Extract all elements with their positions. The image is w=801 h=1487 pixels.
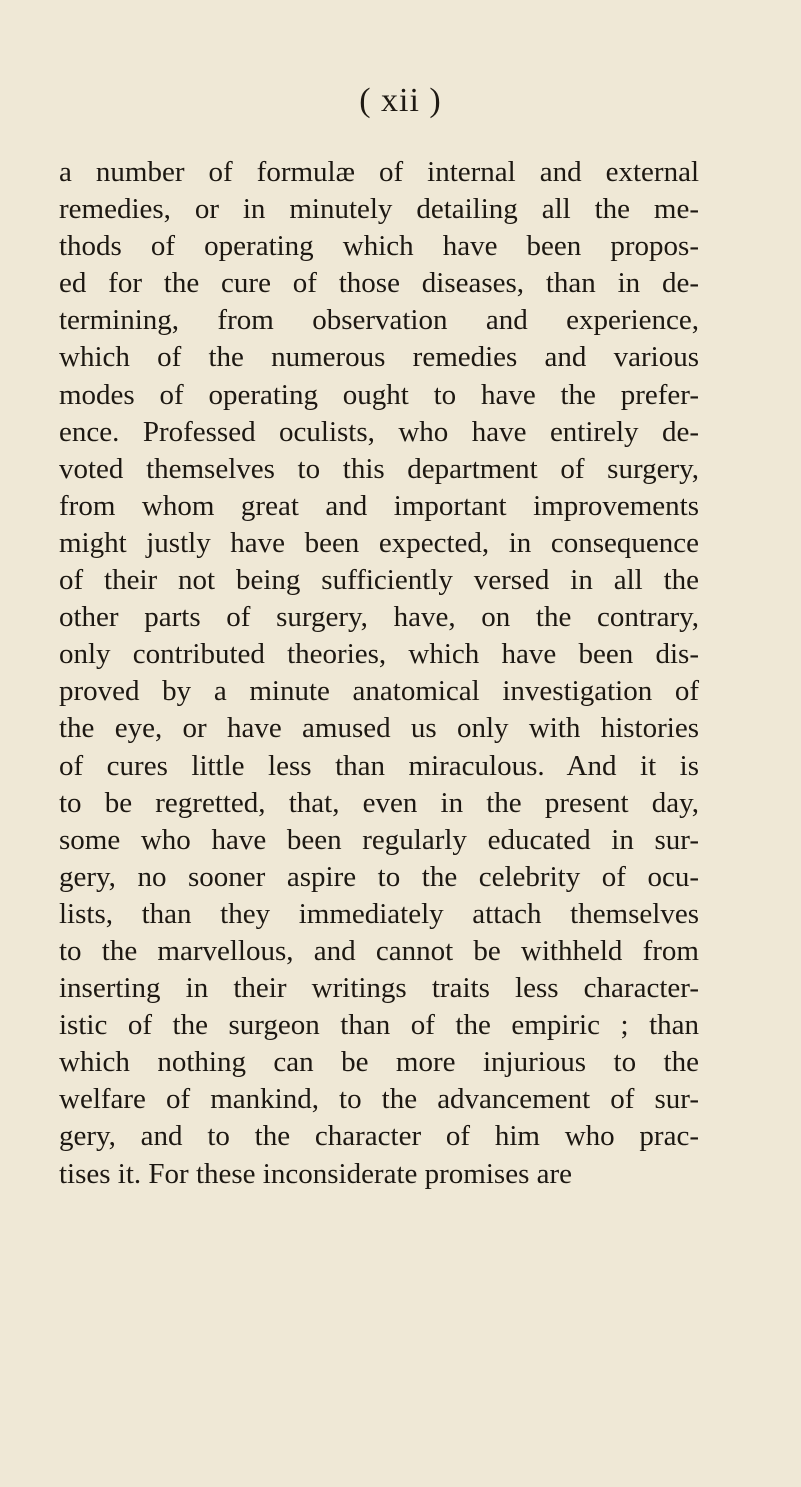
text-line: termining, from observation and experience, bbox=[59, 304, 699, 337]
text-line: from whom great and important improvements bbox=[59, 489, 699, 522]
text-line: modes of operating ought to have the prefer- bbox=[59, 378, 699, 411]
text-line: only contributed theories, which have been dis- bbox=[59, 638, 699, 671]
text-line: inserting in their writings traits less character- bbox=[59, 972, 699, 1005]
text-line: which nothing can be more injurious to the bbox=[59, 1046, 699, 1079]
text-line: gery, no sooner aspire to the celebrity of ocu- bbox=[59, 860, 699, 893]
text-line: thods of operating which have been propos- bbox=[59, 230, 699, 263]
text-line: istic of the surgeon than of the empiric ; than bbox=[59, 1009, 699, 1042]
page-number-header: ( xii ) bbox=[359, 82, 442, 119]
text-line: to the marvellous, and cannot be withheld from bbox=[59, 934, 699, 967]
text-line: voted themselves to this department of surgery, bbox=[59, 452, 699, 485]
text-line: the eye, or have amused us only with histories bbox=[59, 712, 699, 745]
body-text bbox=[59, 154, 699, 1193]
text-line: tises it. For these inconsiderate promises are bbox=[59, 1157, 573, 1190]
text-line: of their not being sufficiently versed in all the bbox=[59, 564, 699, 597]
text-line: some who have been regularly educated in sur- bbox=[59, 823, 699, 856]
text-line: welfare of mankind, to the advancement of sur- bbox=[59, 1083, 699, 1116]
text-line: gery, and to the character of him who prac- bbox=[59, 1120, 699, 1153]
text-line: lists, than they immediately attach themselves bbox=[59, 897, 699, 930]
text-line: ence. Professed oculists, who have entirely de- bbox=[59, 415, 699, 448]
text-line: other parts of surgery, have, on the contrary, bbox=[59, 601, 699, 634]
text-line: remedies, or in minutely detailing all the me- bbox=[59, 193, 699, 226]
text-line: a number of formulæ of internal and external bbox=[59, 156, 699, 188]
text-line: ed for the cure of those diseases, than in de- bbox=[59, 267, 699, 300]
text-line: proved by a minute anatomical investigation of bbox=[59, 675, 699, 708]
text-line: might justly have been expected, in consequence bbox=[59, 526, 699, 559]
text-line: to be regretted, that, even in the present day, bbox=[59, 786, 699, 819]
text-line: which of the numerous remedies and various bbox=[59, 341, 699, 374]
text-line: of cures little less than miraculous. And it is bbox=[59, 749, 699, 782]
